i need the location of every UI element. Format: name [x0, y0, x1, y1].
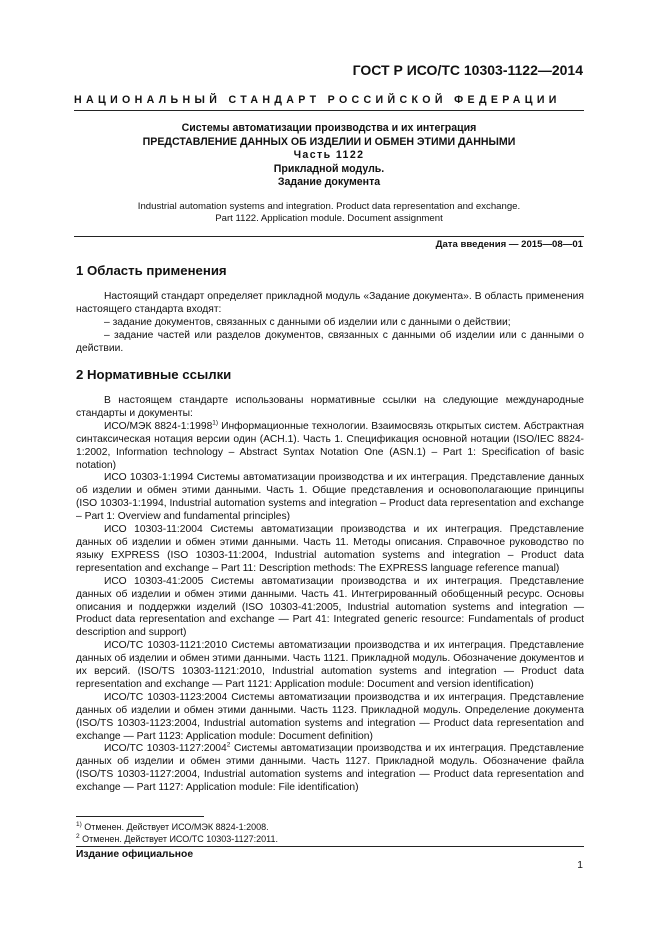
footnote-marker: 1) [212, 419, 219, 427]
footnotes [76, 821, 278, 845]
section-2-heading: 2 Нормативные ссылки [76, 367, 232, 382]
footnote-2-text: Отменен. Действует ИСО/ТС 10303-1127:2011. [79, 834, 278, 845]
header-rule [74, 110, 584, 111]
reference-code: ИСО/ТС 10303-1127:2004 [104, 743, 227, 755]
reference-item: ИСО/ТС 10303-1123:2004 Системы автоматизации производства и их интеграция. Представление данных об изделии и обмен этими данными. Часть 1123. Прикладной модуль. Определение документа (ISO/TS 10303-1123:2004, Industrial automation systems and integration — Product data representation and exchange — Part 1123: Application module: Document definition) [76, 691, 584, 742]
reference-item: ИСО/ТС 10303-1121:2010 Системы автоматизации производства и их интеграция. Представление данных об изделии и обмен этими данными. Часть 1121. Прикладной модуль. Обозначение документов и их версий. (ISO/TS 10303-1121:2010, Industrial automation systems and integration — Product data representation and exchange — Part 1121: Application module: Document and version identification) [76, 640, 584, 690]
title-line-4: Прикладной модуль. [273, 162, 385, 175]
section-1-paragraph: Настоящий стандарт определяет прикладной модуль «Задание документа». В область применения настоящего стандарта входят: [76, 291, 584, 315]
reference-text: Информационные технологии. Взаимосвязь открытых систем. Абстрактная синтаксическая нотация версии один (АСН.1). Часть 1. Спецификация основной нотации (ISO/IEC 8824-1:2002, Information technology – Abstract Syntax Notation One (ASN.1) – Part 1: Specification of basic notation) [76, 420, 584, 471]
reference-item: ИСО 10303-1:1994 Системы автоматизации производства и их интеграция. Представление данных об изделии и обмен этими данными. Часть 1. Общие представления и основополагающие принципы (ISO 10303-1:1994, Industrial automation systems and integration – Product data representation and exchange – Part 1: Overview and fundamental principles) [76, 472, 584, 523]
english-title-line-2: Part 1122. Application module. Document assignment [215, 213, 443, 225]
footnote-2 [76, 833, 278, 845]
reference-item [76, 421, 584, 473]
reference-item [76, 743, 584, 795]
official-edition-label: Издание официальное [76, 849, 194, 860]
section-2-body [76, 395, 584, 795]
footnote-1-mark: 1) [76, 821, 82, 828]
date-rule [74, 236, 584, 237]
section-1-heading: 1 Область применения [76, 263, 227, 278]
page-number: 1 [577, 860, 583, 871]
reference-item: ИСО 10303-11:2004 Системы автоматизации производства и их интеграция. Представление данных об изделии и обмен этими данными. Часть 11. Методы описания. Справочное руководство по языку EXPRESS (ISO 10303-11:2004, Industrial automation systems and integration – Product data representation and exchange – Part 11: Description methods: The EXPRESS language reference manual) [76, 524, 584, 574]
title-line-1: Системы автоматизации производства и их интеграция [181, 122, 477, 134]
national-standard-heading: НАЦИОНАЛЬНЫЙ СТАНДАРТ РОССИЙСКОЙ ФЕДЕРАЦИИ [74, 94, 561, 106]
list-item: – задание частей или разделов документов, связанных с данными об изделии или с данными о действии. [76, 329, 584, 354]
list-item: – задание документов, связанных с данными об изделии или с данными о действии; [104, 316, 511, 328]
russian-title [74, 122, 584, 190]
footnote-2-mark: 2 [76, 833, 80, 841]
reference-text: Системы автоматизации производства и их интеграция. Представление данных об изделии и обмен этими данными. Часть 1127. Прикладной модуль. Обозначение файла (ISO/TS 10303-1127:2004, Industrial automation systems and integration — Product data representation and exchange — Part 1127: Application module: File identification) [76, 743, 584, 794]
english-title [74, 201, 584, 226]
title-part-number: Часть 1122 [293, 149, 365, 161]
footnote-1-text: Отменен. Действует ИСО/МЭК 8824-1:2008. [81, 822, 269, 832]
section-1-body [76, 291, 584, 356]
footnote-rule [76, 816, 204, 817]
title-line-2: ПРЕДСТАВЛЕНИЕ ДАННЫХ ОБ ИЗДЕЛИИ И ОБМЕН ЭТИМИ ДАННЫМИ [142, 135, 516, 148]
document-code: ГОСТ Р ИСО/ТС 10303-1122—2014 [352, 62, 583, 78]
section-2-intro: В настоящем стандарте использованы нормативные ссылки на следующие международные стандарты и документы: [76, 395, 584, 419]
english-title-line-1: Industrial automation systems and integration. Product data representation and exchange. [137, 201, 521, 212]
footnote-marker: 2 [226, 742, 231, 750]
reference-code: ИСО/МЭК 8824-1:1998 [104, 420, 213, 432]
introduction-date: Дата введения — 2015—08—01 [435, 239, 583, 250]
title-line-5: Задание документа [277, 176, 381, 188]
edition-rule [76, 846, 584, 847]
footnote-1 [76, 821, 278, 833]
reference-item: ИСО 10303-41:2005 Системы автоматизации производства и их интеграция. Представление данных об изделии и обмен этими данными. Часть 41. Интегрированный обобщенный ресурс. Основы описания и поддержки изделий (ISO 10303-41:2005, Industrial automation systems and integration — Product data representation and exchange — Part 41: Integrated generic resource: Fundamentals of product description and support) [76, 575, 584, 639]
